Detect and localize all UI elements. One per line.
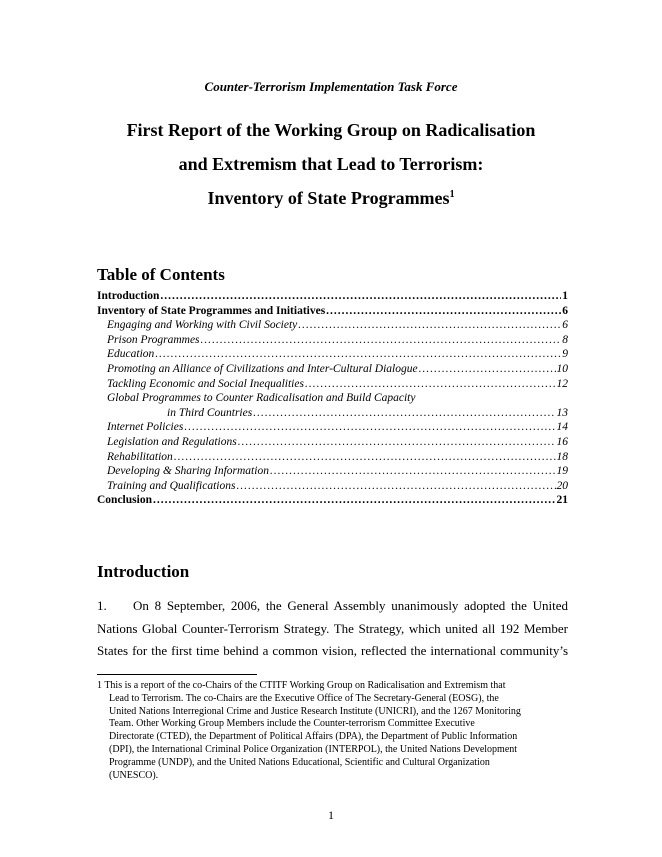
toc-entry-title: Promoting an Alliance of Civilizations and Inter-Cultural Dialogue [107,362,418,375]
organization-name: Counter-Terrorism Implementation Task Force [204,79,458,94]
toc-entry-title: Training and Qualifications [107,479,236,492]
footnote-line: Team. Other Working Group Members include the Counter-terrorism Committee Executive [109,718,475,730]
toc-entry-title: Rehabilitation [107,450,173,463]
toc-leader [160,290,561,302]
toc-entry-civil-society[interactable] [97,319,568,334]
toc-leader [184,421,555,433]
footnote-line: Lead to Terrorism. The co-Chairs are the Executive Office of The Secretary-General (EOSG), the [109,692,499,704]
toc-entry-page: 21 [556,494,568,507]
toc-entry-prison-programmes[interactable] [97,334,568,349]
toc-entry-third-countries[interactable] [97,407,568,422]
toc-entry-page: 6 [562,304,568,317]
toc-entry-training[interactable] [97,480,568,495]
toc-entry-introduction[interactable] [97,290,568,305]
toc-leader [153,494,556,506]
toc-entry-title: Tackling Economic and Social Inequalities [107,377,304,390]
toc-entry-page: 9 [562,348,568,361]
toc-entry-page: 18 [556,450,568,463]
toc-leader [270,465,556,477]
report-title-line-3-text: Inventory of State Programmes [207,188,450,208]
footnote-line: (UNESCO). [109,769,159,781]
toc-leader [253,407,555,419]
toc-leader [201,334,562,346]
toc-entry-page: 6 [562,319,568,332]
toc-entry-page: 20 [556,479,568,492]
toc-entry-sharing-information[interactable] [97,465,568,480]
toc-entry-internet-policies[interactable] [97,421,568,436]
toc-entry-legislation[interactable] [97,436,568,451]
toc-entry-title: Legislation and Regulations [107,435,237,448]
toc-entry-page: 13 [556,406,568,419]
toc-entry-title: Engaging and Working with Civil Society [107,319,298,332]
introduction-paragraph [97,595,568,663]
paragraph-line-text: On 8 September, 2006, the General Assembly unanimously adopted the United [133,598,568,613]
toc-entry-title: Conclusion [97,494,152,507]
toc-entry-title: Prison Programmes [107,333,200,346]
footnote-line: Programme (UNDP), and the United Nations Educational, Scientific and Cultural Organization [109,756,490,768]
toc-leader [238,436,556,448]
toc-leader [174,451,556,463]
toc-entry-conclusion[interactable] [97,494,568,509]
toc-entry-page: 1 [562,290,568,302]
toc-entry-page: 14 [556,421,568,434]
toc-leader [155,348,561,360]
paragraph-line [97,595,568,618]
table-of-contents [97,290,568,509]
report-title-line-3 [0,188,662,209]
footnote-line: Directorate (CTED), the Department of Political Affairs (DPA), the Department of Public Information [109,731,518,743]
toc-leader [305,378,556,390]
toc-entry-page: 10 [556,362,568,375]
footnote-line: 1 This is a report of the co-Chairs of the CTITF Working Group on Radicalisation and Extremism that [97,680,506,691]
toc-entry-global-programmes[interactable] [97,392,568,407]
toc-entry-education[interactable] [97,348,568,363]
toc-leader [419,363,556,375]
toc-entry-title: Developing & Sharing Information [107,465,269,478]
toc-entry-economic-inequalities[interactable] [97,378,568,393]
toc-entry-alliance-civilizations[interactable] [97,363,568,378]
paragraph-line: Nations Global Counter-Terrorism Strategy. The Strategy, which united all 192 Member [97,620,568,636]
report-title-line-1: First Report of the Working Group on Radicalisation [126,120,536,140]
footnote-line: (DPI), the International Criminal Police Organization (INTERPOL), the United Nations Development [109,743,518,755]
toc-leader [326,305,561,317]
toc-entry-page: 16 [556,435,568,448]
title-footnote-ref[interactable]: 1 [449,189,455,200]
toc-leader [236,480,555,492]
paragraph-line: States for the first time behind a common vision, reflected the international community’s [97,643,568,658]
footnote-separator [97,674,257,675]
paragraph-number: 1. [97,598,107,613]
footnote [97,680,568,782]
toc-entry-inventory[interactable] [97,305,568,320]
toc-entry-page: 19 [556,465,568,478]
page-number: 1 [328,808,334,822]
toc-entry-title: Global Programmes to Counter Radicalisation and Build Capacity [107,392,416,405]
toc-entry-page: 8 [562,333,568,346]
toc-heading: Table of Contents [97,265,225,284]
toc-entry-title: Introduction [97,290,160,302]
toc-entry-title: Inventory of State Programmes and Initiatives [97,304,326,317]
toc-entry-rehabilitation[interactable] [97,451,568,466]
toc-entry-title: Education [107,348,155,361]
toc-entry-title: in Third Countries [167,406,253,419]
introduction-heading: Introduction [97,562,190,581]
footnote-line: United Nations Interregional Crime and Justice Research Institute (UNICRI), and the 1267 Monitoring [109,705,521,717]
report-title-line-2: and Extremism that Lead to Terrorism: [178,154,484,174]
toc-entry-title: Internet Policies [107,421,184,434]
toc-entry-page: 12 [556,377,568,390]
toc-leader [298,319,561,331]
